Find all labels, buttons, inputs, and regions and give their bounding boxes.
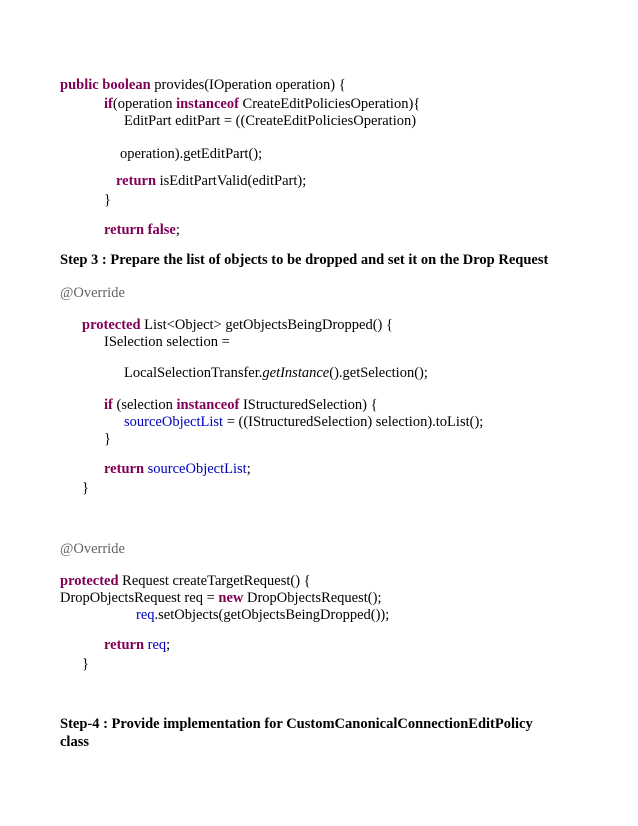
step-4-heading-line-2 bbox=[60, 733, 89, 751]
keyword: return bbox=[116, 173, 157, 189]
code-text: (selection bbox=[112, 397, 177, 413]
keyword: return bbox=[104, 637, 145, 653]
step-4-heading-text: class bbox=[60, 734, 89, 750]
code-text: Request createTargetRequest() { bbox=[118, 573, 311, 589]
code-text: ; bbox=[166, 637, 171, 653]
code-text: ; bbox=[246, 461, 251, 477]
code-line-return-req bbox=[104, 636, 170, 654]
code-line-selection-decl bbox=[104, 333, 230, 351]
code-line-return-false bbox=[104, 221, 180, 239]
step-3-heading-text: Step 3 : Prepare the list of objects to be dropped and set it on the Drop Request bbox=[60, 252, 549, 268]
code-text: LocalSelectionTransfer. bbox=[124, 365, 263, 381]
keyword: protected bbox=[82, 317, 141, 333]
code-text: IStructuredSelection) { bbox=[239, 397, 378, 413]
code-text: operation).getEditPart(); bbox=[120, 146, 263, 162]
keyword: instanceof bbox=[176, 397, 240, 413]
code-text: ().getSelection(); bbox=[329, 365, 428, 381]
field-name: req bbox=[147, 637, 167, 653]
field-name: sourceObjectList bbox=[147, 461, 247, 477]
code-line-local-selection-transfer bbox=[124, 364, 428, 382]
annotation-override bbox=[60, 284, 125, 302]
code-text: List<Object> getObjectsBeingDropped() { bbox=[140, 317, 393, 333]
keyword: protected bbox=[60, 573, 119, 589]
keyword: new bbox=[218, 590, 244, 606]
code-line-close-brace bbox=[104, 191, 111, 209]
code-text: .setObjects(getObjectsBeingDropped()); bbox=[154, 607, 390, 623]
code-text: EditPart editPart = ((CreateEditPoliciesOperation) bbox=[124, 113, 417, 129]
field-name: req bbox=[136, 607, 155, 623]
keyword: if bbox=[104, 96, 113, 112]
code-line-create-target-request-signature bbox=[60, 572, 311, 590]
step-4-heading-line-1 bbox=[60, 715, 533, 733]
keyword: return bbox=[104, 461, 145, 477]
keyword: if bbox=[104, 397, 113, 413]
code-line-if-instanceof bbox=[104, 95, 420, 113]
code-line-set-objects bbox=[136, 606, 389, 624]
code-line-provides-signature bbox=[60, 76, 346, 94]
code-line-if-structured bbox=[104, 396, 378, 414]
code-line-close-brace bbox=[104, 430, 111, 448]
annotation-text: @Override bbox=[60, 285, 125, 301]
code-line-return-valid bbox=[116, 172, 306, 190]
code-line-close-brace bbox=[82, 655, 89, 673]
code-text: ISelection selection = bbox=[104, 334, 230, 350]
code-text: = ((IStructuredSelection) selection).toList(); bbox=[223, 414, 484, 430]
keyword: public boolean bbox=[60, 77, 151, 93]
code-text: isEditPartValid(editPart); bbox=[156, 173, 307, 189]
code-line-close-brace bbox=[82, 479, 89, 497]
code-line-get-editpart bbox=[120, 145, 262, 163]
code-text: } bbox=[82, 480, 89, 496]
keyword: return false bbox=[104, 222, 176, 238]
code-text: DropObjectsRequest(); bbox=[243, 590, 382, 606]
code-line-get-objects-signature bbox=[82, 316, 393, 334]
keyword: instanceof bbox=[176, 96, 239, 112]
code-text: provides(IOperation operation) { bbox=[150, 77, 346, 93]
step-4-heading-text: Step-4 : Provide implementation for CustomCanonicalConnectionEditPolicy bbox=[60, 716, 533, 732]
code-line-return-source-list bbox=[104, 460, 251, 478]
code-line-editpart-assign bbox=[124, 112, 416, 130]
step-3-heading bbox=[60, 251, 548, 269]
code-text: DropObjectsRequest req = bbox=[60, 590, 219, 606]
field-name: sourceObjectList bbox=[124, 414, 224, 430]
annotation-override bbox=[60, 540, 125, 558]
code-text: CreateEditPoliciesOperation){ bbox=[238, 96, 421, 112]
code-text: } bbox=[104, 192, 111, 208]
annotation-text: @Override bbox=[60, 541, 125, 557]
code-text: (operation bbox=[112, 96, 177, 112]
code-italic-method: getInstance bbox=[262, 365, 330, 381]
code-line-drop-objects-request-new bbox=[60, 589, 381, 607]
code-text: ; bbox=[175, 222, 180, 238]
code-text: } bbox=[82, 656, 89, 672]
code-line-source-object-list-assign bbox=[124, 413, 483, 431]
code-text: } bbox=[104, 431, 111, 447]
